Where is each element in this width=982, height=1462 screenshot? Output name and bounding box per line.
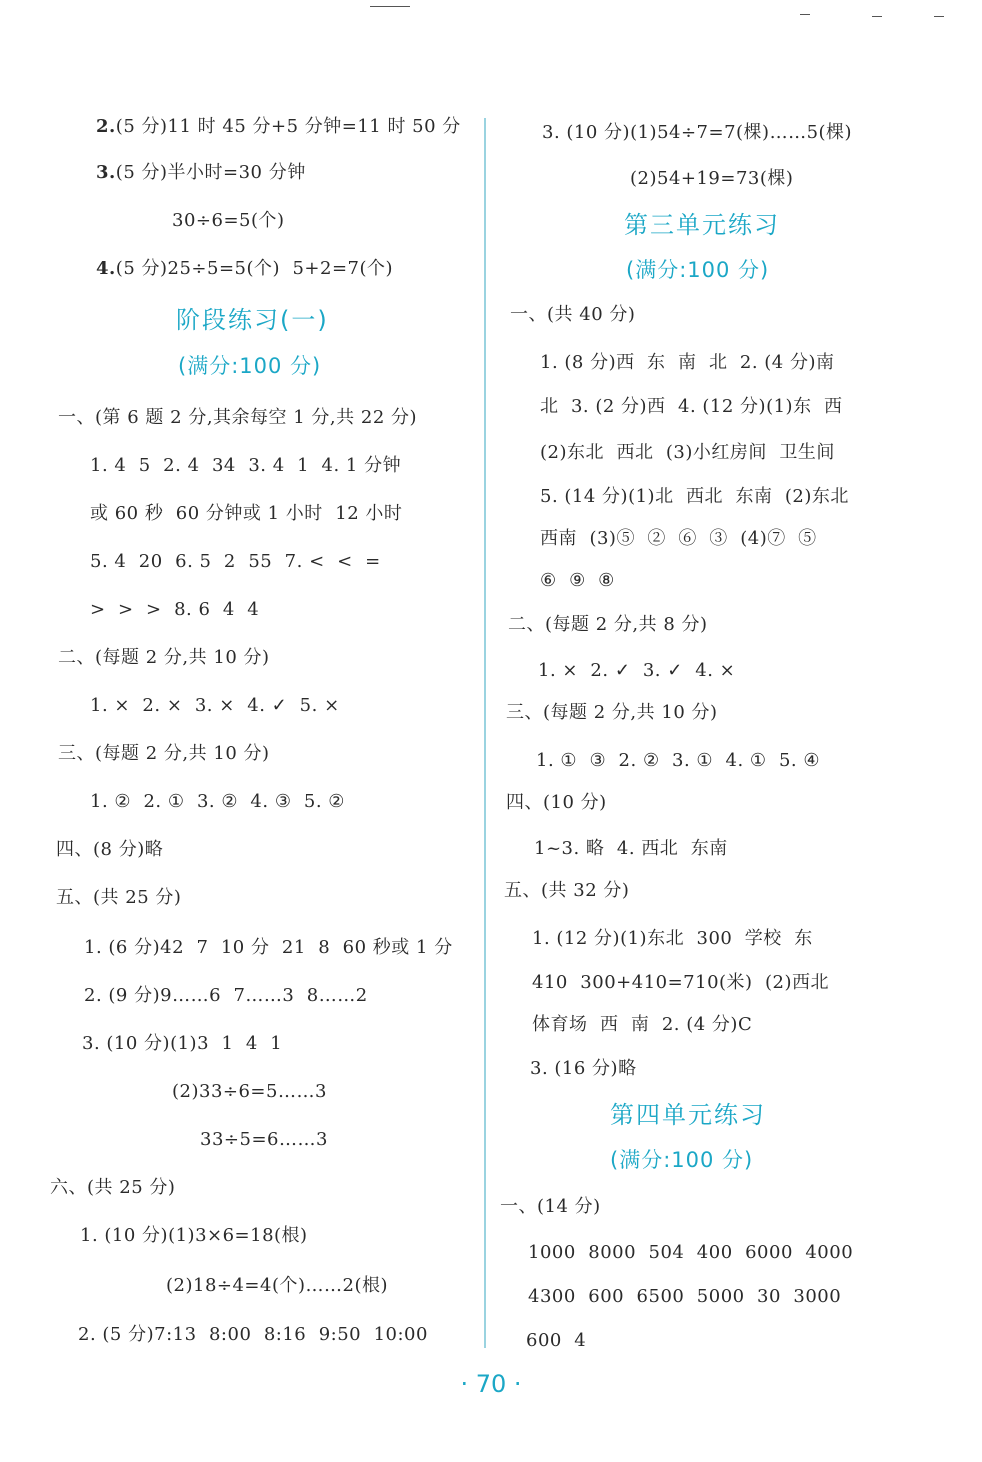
page-number: · 70 · [460, 1370, 522, 1398]
question-header: 三、(每题 2 分,共 10 分) [58, 743, 270, 764]
answer-line: 西南 (3)⑤ ② ⑥ ③ (4)⑦ ⑤ [540, 528, 817, 549]
answer-line: ⑥ ⑨ ⑧ [540, 570, 615, 591]
answer-line: 1. × 2. × 3. × 4. ✓ 5. × [90, 695, 340, 716]
answer-line: 2.(5 分)11 时 45 分+5 分钟=11 时 50 分 [96, 116, 461, 137]
answer-line: 3. (10 分)(1)3 1 4 1 [82, 1033, 283, 1054]
answer-line: (2)54+19=73(棵) [630, 168, 794, 189]
scan-mark [934, 16, 944, 17]
scan-mark [800, 14, 810, 15]
answer-line: 5. 4 20 6. 5 2 55 7. < < = [90, 551, 381, 572]
answer-line: 4.(5 分)25÷5=5(个) 5+2=7(个) [96, 258, 394, 279]
answer-line: (2)33÷6=5……3 [172, 1081, 327, 1102]
section-title: 第三单元练习 [624, 211, 780, 239]
question-header: 一、(第 6 题 2 分,其余每空 1 分,共 22 分) [58, 407, 418, 428]
column-divider [484, 118, 486, 1348]
question-header: 二、(每题 2 分,共 10 分) [58, 647, 270, 668]
answer-line: 4300 600 6500 5000 30 3000 [528, 1286, 842, 1307]
answer-line: 3. (10 分)(1)54÷7=7(棵)……5(棵) [542, 122, 853, 143]
answer-line: 5. (14 分)(1)北 西北 东南 (2)东北 [540, 486, 849, 507]
answer-line: 1. (12 分)(1)东北 300 学校 东 [532, 928, 813, 949]
answer-line: 3. (16 分)略 [530, 1058, 637, 1079]
answer-line: 1. (6 分)42 7 10 分 21 8 60 秒或 1 分 [84, 937, 453, 958]
answer-line: 或 60 秒 60 分钟或 1 小时 12 小时 [90, 503, 403, 524]
question-header: 三、(每题 2 分,共 10 分) [506, 702, 718, 723]
answer-line: 2. (5 分)7:13 8:00 8:16 9:50 10:00 [78, 1324, 428, 1345]
answer-line: 1000 8000 504 400 6000 4000 [528, 1242, 854, 1263]
section-title: 第四单元练习 [610, 1101, 766, 1129]
question-header: 五、(共 32 分) [504, 880, 630, 901]
answer-line: 33÷5=6……3 [200, 1129, 328, 1150]
answer-line: 3.(5 分)半小时=30 分钟 [96, 162, 306, 183]
section-title: 阶段练习(一) [176, 306, 329, 334]
question-header: 四、(10 分) [506, 792, 607, 813]
answer-line: 体育场 西 南 2. (4 分)C [532, 1014, 753, 1035]
answer-line: 1. 4 5 2. 4 34 3. 4 1 4. 1 分钟 [90, 455, 402, 476]
answer-line: > > > 8. 6 4 4 [90, 599, 260, 620]
answer-line: 北 3. (2 分)西 4. (12 分)(1)东 西 [540, 396, 843, 417]
answer-line: 410 300+410=710(米) (2)西北 [532, 972, 830, 993]
answer-line: 1. (10 分)(1)3×6=18(根) [80, 1225, 308, 1246]
scan-mark [370, 6, 410, 7]
question-header: 二、(每题 2 分,共 8 分) [508, 614, 708, 635]
scan-mark [872, 16, 882, 17]
answer-line: 1. ① ③ 2. ② 3. ① 4. ① 5. ④ [536, 750, 821, 771]
answer-line: (2)东北 西北 (3)小红房间 卫生间 [540, 442, 835, 463]
answer-line: 2. (9 分)9……6 7……3 8……2 [84, 985, 368, 1006]
answer-line: 1. ② 2. ① 3. ② 4. ③ 5. ② [90, 791, 345, 812]
answer-line: 600 4 [526, 1330, 587, 1351]
answer-line: 1~3. 略 4. 西北 东南 [534, 838, 728, 859]
question-header: 一、(共 40 分) [510, 304, 636, 325]
answer-line: 1. (8 分)西 东 南 北 2. (4 分)南 [540, 352, 835, 373]
answer-line: (2)18÷4=4(个)……2(根) [166, 1275, 389, 1296]
full-score: (满分:100 分) [626, 258, 770, 282]
answer-line: 30÷6=5(个) [172, 210, 285, 231]
full-score: (满分:100 分) [610, 1148, 754, 1172]
answer-line: 1. × 2. ✓ 3. ✓ 4. × [538, 660, 736, 681]
question-header: 四、(8 分)略 [56, 839, 164, 860]
question-header: 五、(共 25 分) [56, 887, 182, 908]
full-score: (满分:100 分) [178, 354, 322, 378]
question-header: 一、(14 分) [500, 1196, 601, 1217]
question-header: 六、(共 25 分) [50, 1177, 176, 1198]
